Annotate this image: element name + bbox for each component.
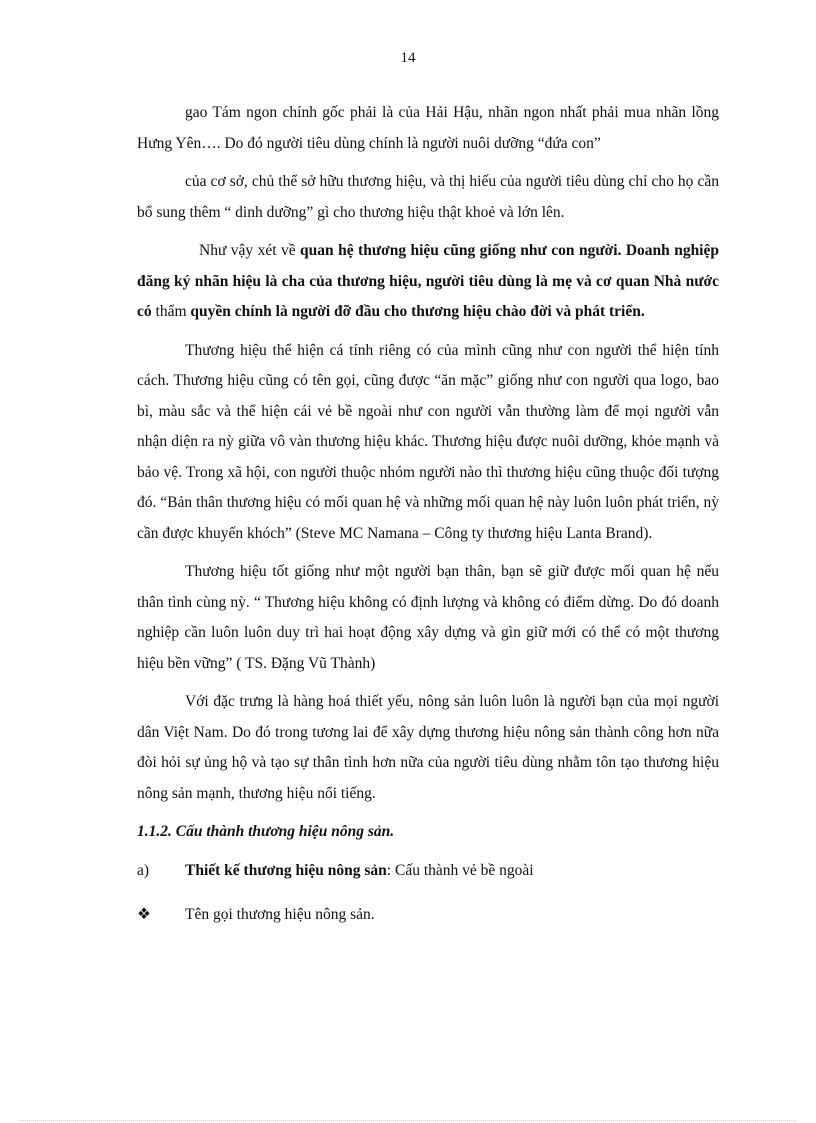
list-item-a-bold: Thiết kế thương hiệu nông sản [185,861,387,879]
page-number: 14 [400,50,416,66]
list-item-a-rest: : Cấu thành vẻ bề ngoài [386,861,534,879]
page-bottom-rule [20,1120,796,1121]
paragraph-3-text-b: thẩm [151,303,191,320]
paragraph-3-bold-b: quyền chính là người đỡ đầu cho thương hiệu chào đời và phát triển. [190,303,645,320]
paragraph-3-text-a: Như vậy xét về [199,242,301,259]
list-item-b [137,900,719,931]
paragraph-2: của cơ sở, chủ thể sở hữu thương hiệu, và thị hiếu của người tiêu dùng chỉ cho họ cần bổ sung thêm “ dinh dưỡng” gì cho thương hiệu thật khoẻ và lớn lên. [137,173,719,221]
list-item-a-text [185,856,534,887]
paragraph-3-bold-a: quan hệ thương hiệu cũng giống như con người. Doanh nghiệp đăng ký nhãn hiệu là cha của thương hiệu, người tiêu dùng là mẹ và cơ quan Nhà nước có [137,242,719,320]
paragraph-3 [137,236,719,328]
paragraph-5: Thương hiệu tốt giống như một người bạn thân, bạn sẽ giữ được mối quan hệ nếu thân tình cùng nỳ. “ Thương hiệu không có định lượng và không có điểm dừng. Do đó doanh nghiệp cần luôn luôn duy trì hai hoạt động xây dựng và gìn giữ mới có thể có một thương hiệu bền vững” ( TS. Đặng Vũ Thành) [137,563,719,672]
section-heading: 1.1.2. Cấu thành thương hiệu nông sản. [137,823,395,840]
paragraph-1: gao Tám ngon chính gốc phải là của Hải Hậu, nhãn ngon nhất phải mua nhãn lồng Hưng Yên…. Do đó người tiêu dùng chính là người nuôi dưỡng “đứa con” [137,104,719,152]
paragraph-6: Với đặc trưng là hàng hoá thiết yếu, nông sản luôn luôn là người bạn của mọi người dân Việt Nam. Do đó trong tương lai để xây dựng thương hiệu nông sản thành công hơn nữa đòi hỏi sự ủng hộ và tạo sự thân tình hơn nữa của người tiêu dùng nhằm tôn tạo thương hiệu nông sản mạnh, thương hiệu nổi tiếng. [137,693,719,802]
paragraph-4: Thương hiệu thể hiện cá tính riêng có của mình cũng như con người thể hiện tính cách. Thương hiệu cũng có tên gọi, cũng được “ăn mặc” giống như con người qua logo, bao bì, màu sắc và thể hiện cái vẻ bề ngoài như con người vẫn thường làm để mọi người vẫn nhận diện ra nỳ giữa vô vàn thương hiệu khác. Thương hiệu được nuôi dưỡng, khỏe mạnh và bảo vệ. Trong xã hội, con người thuộc nhóm người nào thì thương hiệu cũng thuộc đối tượng đó. “Bản thân thương hiệu có mối quan hệ và những mối quan hệ này luôn luôn phát triển, nỳ cần được khuyến khóch” (Steve MC Namana – Công ty thương hiệu Lanta Brand). [137,341,719,542]
list-item-a [137,856,719,887]
list-marker-a: a) [137,861,150,879]
document-body [137,98,719,931]
diamond-bullet-icon: ❖ [137,906,151,923]
list-item-b-text: Tên gọi thương hiệu nông sản. [185,906,375,923]
